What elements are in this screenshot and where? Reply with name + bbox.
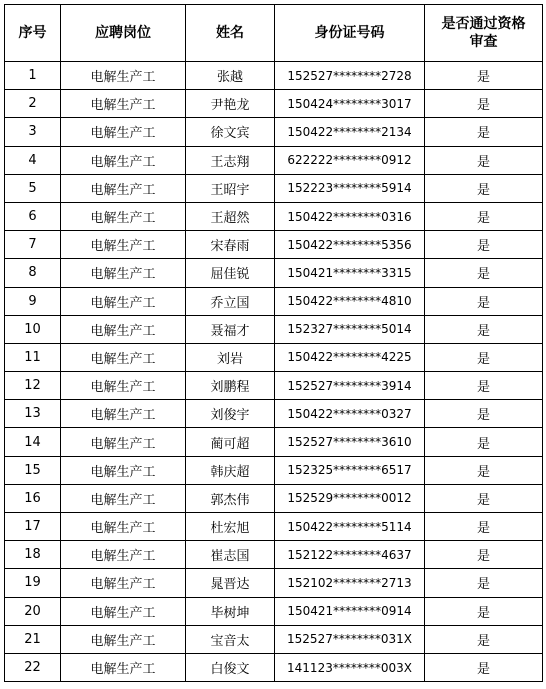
table-row — [5, 428, 543, 456]
cell-qualified: 是 — [425, 259, 543, 287]
cell-id-number: 152527********031X — [275, 625, 425, 653]
header-row — [5, 5, 543, 62]
cell-id-number: 150422********0327 — [275, 400, 425, 428]
cell-position: 电解生产工 — [61, 400, 186, 428]
cell-qualified: 是 — [425, 569, 543, 597]
table-row — [5, 343, 543, 371]
table-header — [5, 5, 543, 62]
table-row — [5, 456, 543, 484]
cell-qualified: 是 — [425, 231, 543, 259]
cell-position: 电解生产工 — [61, 174, 186, 202]
cell-id-number: 152527********3914 — [275, 372, 425, 400]
cell-position: 电解生产工 — [61, 372, 186, 400]
cell-qualified: 是 — [425, 484, 543, 512]
cell-name: 张越 — [186, 62, 275, 90]
cell-index: 21 — [5, 625, 61, 653]
cell-position: 电解生产工 — [61, 597, 186, 625]
cell-name: 崔志国 — [186, 541, 275, 569]
cell-qualified: 是 — [425, 513, 543, 541]
cell-position: 电解生产工 — [61, 343, 186, 371]
cell-name: 宋春雨 — [186, 231, 275, 259]
cell-id-number: 152527********2728 — [275, 62, 425, 90]
cell-index: 22 — [5, 653, 61, 681]
table-row — [5, 118, 543, 146]
cell-index: 8 — [5, 259, 61, 287]
cell-id-number: 150422********4810 — [275, 287, 425, 315]
cell-name: 王昭宇 — [186, 174, 275, 202]
cell-qualified: 是 — [425, 343, 543, 371]
cell-name: 韩庆超 — [186, 456, 275, 484]
cell-index: 20 — [5, 597, 61, 625]
cell-index: 15 — [5, 456, 61, 484]
cell-id-number: 152223********5914 — [275, 174, 425, 202]
cell-id-number: 150424********3017 — [275, 90, 425, 118]
cell-position: 电解生产工 — [61, 287, 186, 315]
cell-position: 电解生产工 — [61, 484, 186, 512]
cell-index: 5 — [5, 174, 61, 202]
cell-id-number: 141123********003X — [275, 653, 425, 681]
table-row — [5, 541, 543, 569]
cell-id-number: 150422********4225 — [275, 343, 425, 371]
header-qualified: 是否通过资格审查 — [425, 5, 543, 62]
cell-id-number: 150422********5356 — [275, 231, 425, 259]
table-row — [5, 625, 543, 653]
cell-index: 3 — [5, 118, 61, 146]
cell-position: 电解生产工 — [61, 146, 186, 174]
cell-id-number: 152325********6517 — [275, 456, 425, 484]
table-row — [5, 62, 543, 90]
cell-id-number: 150421********3315 — [275, 259, 425, 287]
cell-position: 电解生产工 — [61, 259, 186, 287]
cell-id-number: 150422********2134 — [275, 118, 425, 146]
cell-qualified: 是 — [425, 428, 543, 456]
cell-qualified: 是 — [425, 400, 543, 428]
table-row — [5, 372, 543, 400]
table-row — [5, 484, 543, 512]
cell-name: 乔立国 — [186, 287, 275, 315]
qualification-table — [4, 4, 543, 682]
table-row — [5, 597, 543, 625]
cell-name: 尹艳龙 — [186, 90, 275, 118]
cell-index: 18 — [5, 541, 61, 569]
table-row — [5, 202, 543, 230]
cell-index: 9 — [5, 287, 61, 315]
table-row — [5, 259, 543, 287]
table-body — [5, 62, 543, 682]
cell-id-number: 622222********0912 — [275, 146, 425, 174]
cell-qualified: 是 — [425, 597, 543, 625]
cell-id-number: 150422********0316 — [275, 202, 425, 230]
cell-name: 晁晋达 — [186, 569, 275, 597]
cell-index: 7 — [5, 231, 61, 259]
cell-id-number: 150422********5114 — [275, 513, 425, 541]
header-name: 姓名 — [186, 5, 275, 62]
cell-index: 16 — [5, 484, 61, 512]
table-row — [5, 315, 543, 343]
cell-qualified: 是 — [425, 625, 543, 653]
table-row — [5, 90, 543, 118]
cell-id-number: 150421********0914 — [275, 597, 425, 625]
cell-name: 王超然 — [186, 202, 275, 230]
header-id-number: 身份证号码 — [275, 5, 425, 62]
header-index: 序号 — [5, 5, 61, 62]
cell-name: 徐文宾 — [186, 118, 275, 146]
table-row — [5, 174, 543, 202]
table-row — [5, 400, 543, 428]
cell-index: 13 — [5, 400, 61, 428]
cell-index: 6 — [5, 202, 61, 230]
cell-qualified: 是 — [425, 541, 543, 569]
cell-index: 2 — [5, 90, 61, 118]
cell-position: 电解生产工 — [61, 653, 186, 681]
cell-position: 电解生产工 — [61, 202, 186, 230]
table-row — [5, 287, 543, 315]
cell-index: 14 — [5, 428, 61, 456]
cell-index: 10 — [5, 315, 61, 343]
cell-qualified: 是 — [425, 287, 543, 315]
cell-name: 郭杰伟 — [186, 484, 275, 512]
cell-index: 4 — [5, 146, 61, 174]
header-position: 应聘岗位 — [61, 5, 186, 62]
cell-position: 电解生产工 — [61, 118, 186, 146]
cell-name: 杜宏旭 — [186, 513, 275, 541]
cell-id-number: 152102********2713 — [275, 569, 425, 597]
cell-qualified: 是 — [425, 315, 543, 343]
cell-position: 电解生产工 — [61, 569, 186, 597]
cell-name: 刘岩 — [186, 343, 275, 371]
cell-qualified: 是 — [425, 118, 543, 146]
cell-name: 刘俊宇 — [186, 400, 275, 428]
cell-qualified: 是 — [425, 372, 543, 400]
cell-id-number: 152327********5014 — [275, 315, 425, 343]
cell-position: 电解生产工 — [61, 90, 186, 118]
cell-name: 蔺可超 — [186, 428, 275, 456]
cell-position: 电解生产工 — [61, 541, 186, 569]
cell-index: 12 — [5, 372, 61, 400]
cell-qualified: 是 — [425, 62, 543, 90]
cell-position: 电解生产工 — [61, 62, 186, 90]
table-row — [5, 513, 543, 541]
cell-name: 屈佳锐 — [186, 259, 275, 287]
table-row — [5, 146, 543, 174]
cell-position: 电解生产工 — [61, 315, 186, 343]
cell-name: 白俊文 — [186, 653, 275, 681]
cell-position: 电解生产工 — [61, 625, 186, 653]
cell-qualified: 是 — [425, 202, 543, 230]
cell-position: 电解生产工 — [61, 513, 186, 541]
cell-index: 1 — [5, 62, 61, 90]
cell-id-number: 152529********0012 — [275, 484, 425, 512]
cell-name: 宝音太 — [186, 625, 275, 653]
cell-qualified: 是 — [425, 146, 543, 174]
cell-name: 王志翔 — [186, 146, 275, 174]
cell-position: 电解生产工 — [61, 231, 186, 259]
cell-index: 19 — [5, 569, 61, 597]
cell-qualified: 是 — [425, 653, 543, 681]
table-row — [5, 569, 543, 597]
cell-position: 电解生产工 — [61, 428, 186, 456]
cell-qualified: 是 — [425, 90, 543, 118]
cell-index: 17 — [5, 513, 61, 541]
cell-position: 电解生产工 — [61, 456, 186, 484]
cell-qualified: 是 — [425, 456, 543, 484]
cell-name: 聂福才 — [186, 315, 275, 343]
cell-index: 11 — [5, 343, 61, 371]
table-row — [5, 231, 543, 259]
cell-name: 刘鹏程 — [186, 372, 275, 400]
table-row — [5, 653, 543, 681]
cell-id-number: 152122********4637 — [275, 541, 425, 569]
cell-qualified: 是 — [425, 174, 543, 202]
cell-id-number: 152527********3610 — [275, 428, 425, 456]
cell-name: 毕树坤 — [186, 597, 275, 625]
